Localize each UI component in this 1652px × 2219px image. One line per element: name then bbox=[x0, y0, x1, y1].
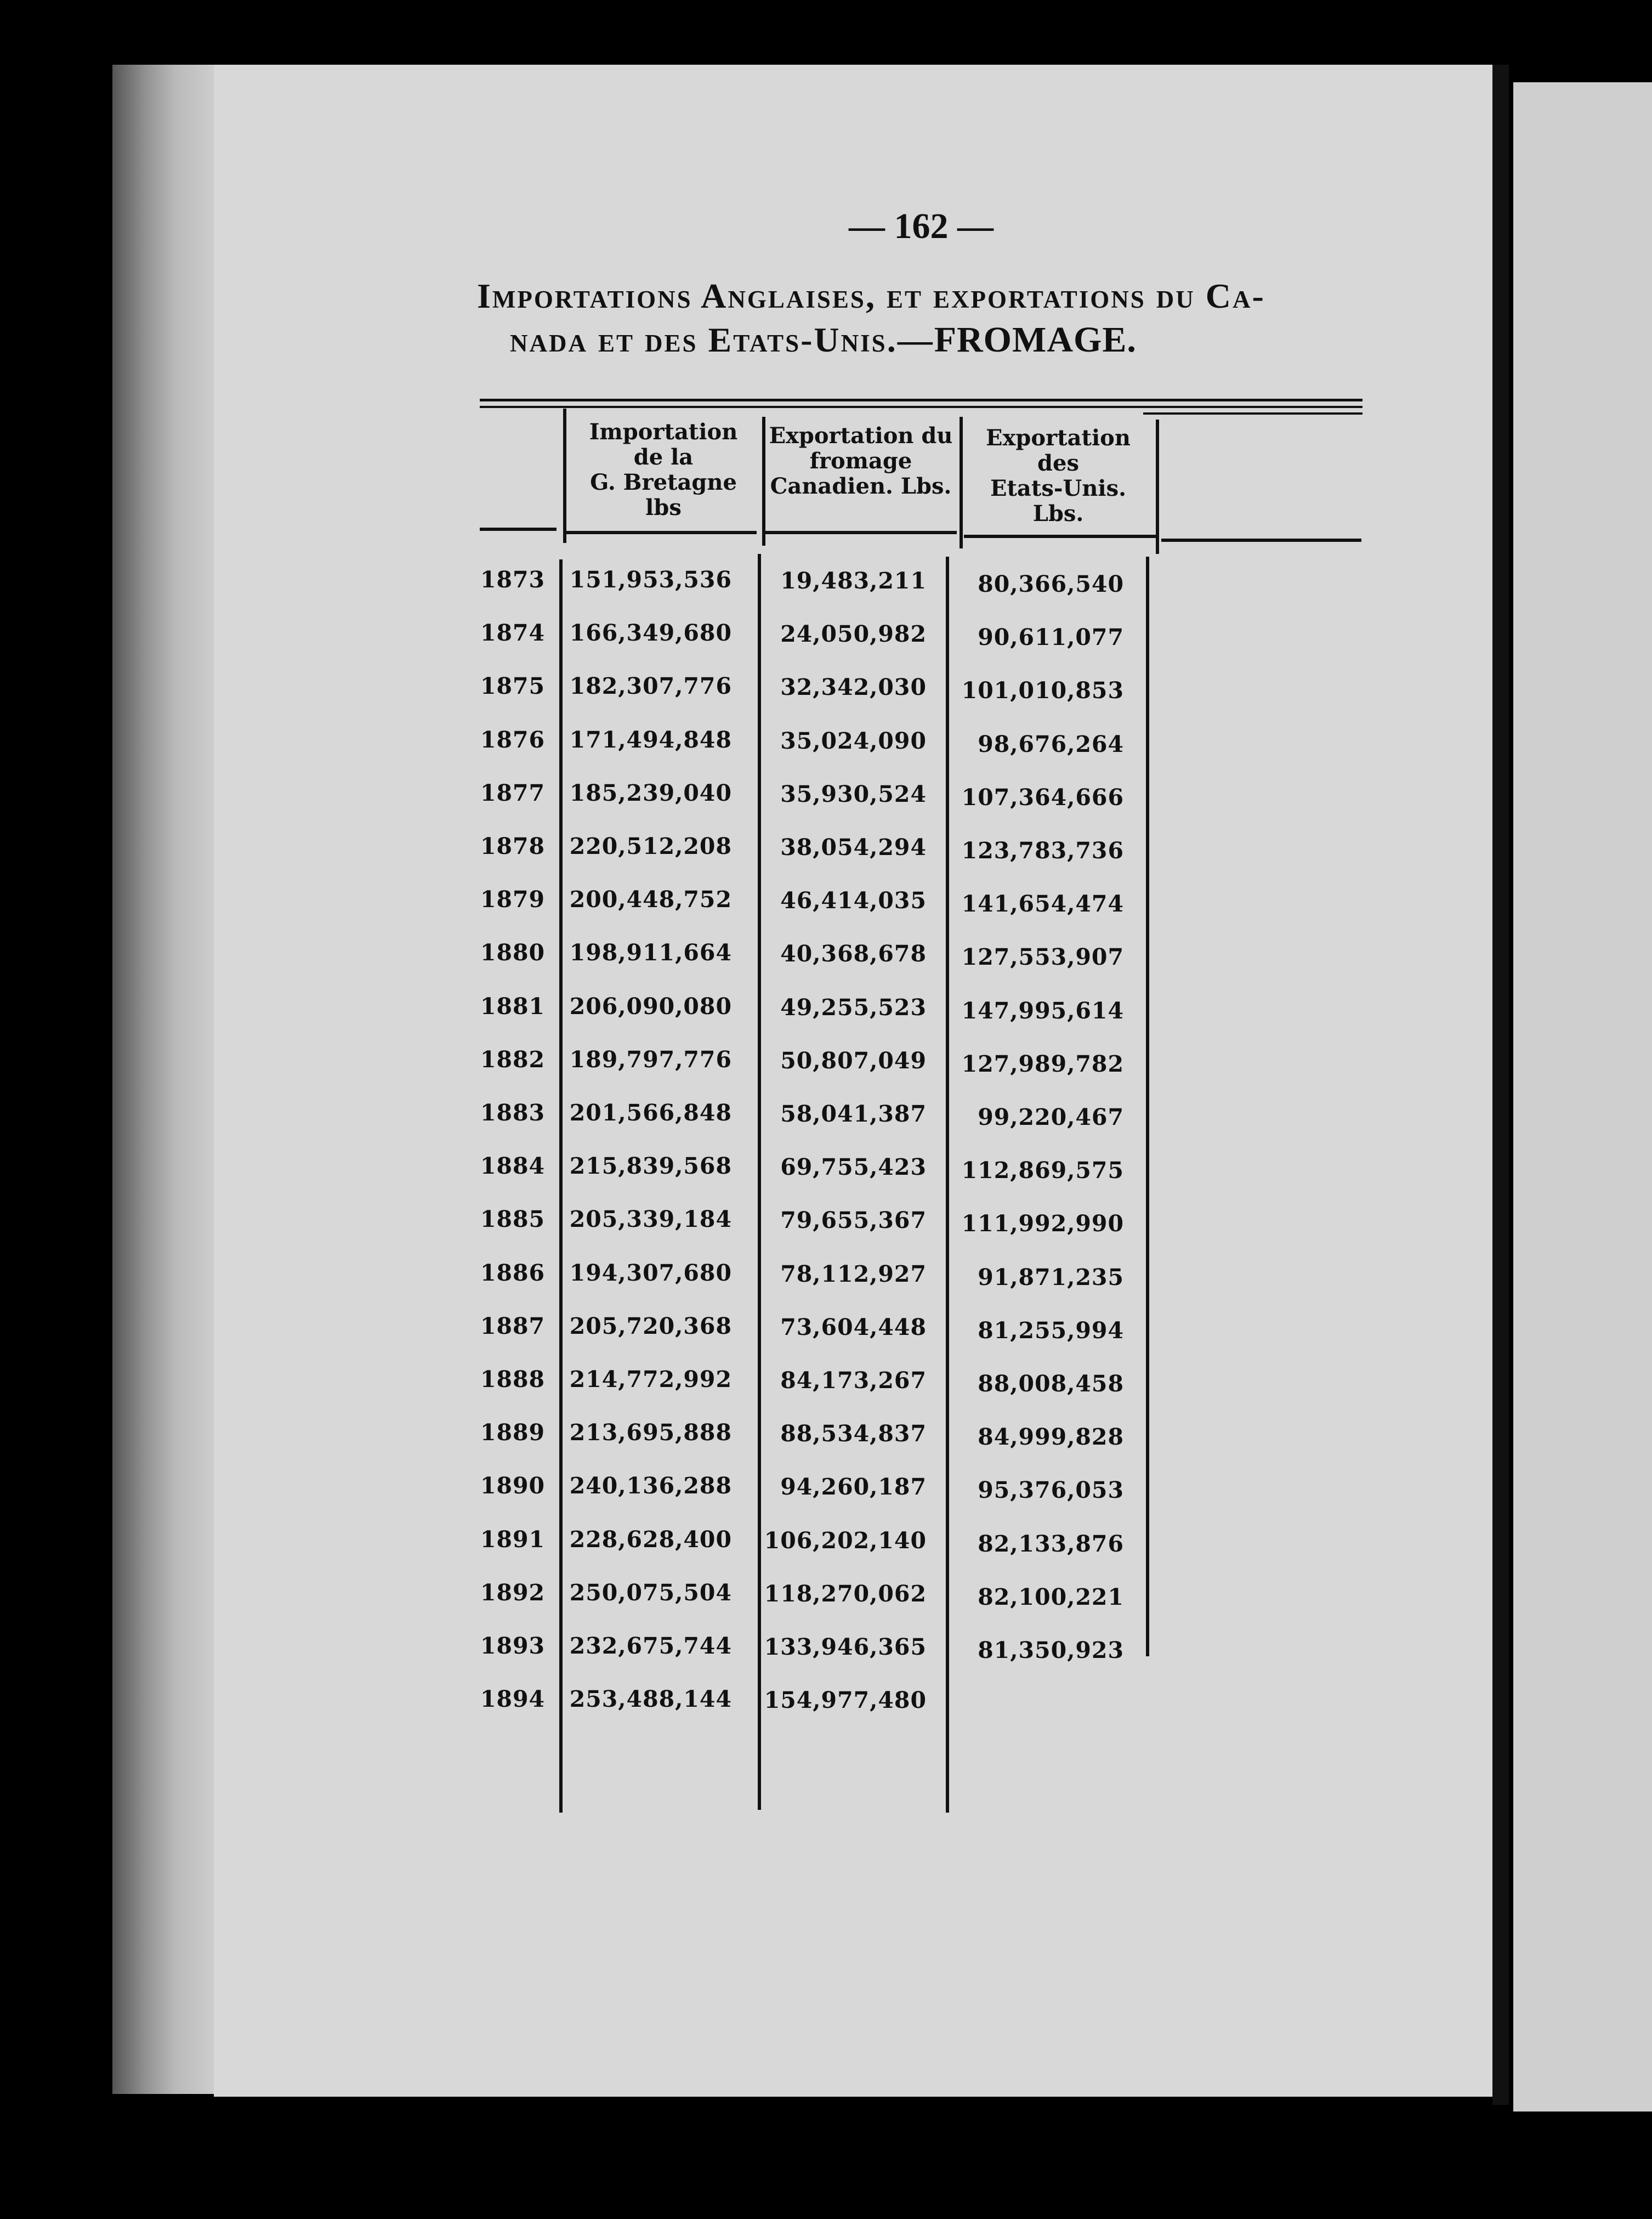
gb-import-cell: 214,772,992 bbox=[569, 1366, 732, 1392]
us-export-cell: 84,999,828 bbox=[978, 1424, 1124, 1451]
header-col3-line3: Etats-Unis. Lbs. bbox=[990, 475, 1127, 527]
year-cell: 1885 bbox=[480, 1206, 546, 1233]
gb-import-cell: 206,090,080 bbox=[569, 993, 732, 1020]
header-rule-col3 bbox=[964, 535, 1156, 538]
header-col3-line1: Exportation bbox=[986, 425, 1131, 451]
gb-import-cell: 200,448,752 bbox=[569, 886, 732, 913]
header-col3 bbox=[962, 426, 1154, 527]
top-rule-3 bbox=[1143, 412, 1363, 415]
header-col2-line3: Canadien. Lbs. bbox=[770, 473, 952, 499]
title-line-2 bbox=[477, 318, 1354, 362]
us-export-cell: 101,010,853 bbox=[961, 677, 1124, 704]
canada-export-cell: 49,255,523 bbox=[780, 994, 927, 1021]
year-cell: 1887 bbox=[480, 1312, 546, 1339]
us-export-cell: 111,992,990 bbox=[961, 1210, 1124, 1237]
vline-body-4 bbox=[1146, 557, 1149, 1656]
canada-export-cell: 84,173,267 bbox=[780, 1367, 927, 1394]
vline-header-1 bbox=[563, 409, 566, 543]
gb-import-cell: 232,675,744 bbox=[569, 1633, 732, 1659]
header-col3-line2: des bbox=[1037, 450, 1079, 476]
book-spine bbox=[112, 65, 217, 2094]
canada-export-cell: 19,483,211 bbox=[780, 568, 927, 594]
next-page-edge bbox=[1513, 82, 1652, 2112]
year-cell: 1878 bbox=[480, 833, 546, 859]
us-export-cell: 95,376,053 bbox=[978, 1477, 1124, 1504]
canada-export-cell: 50,807,049 bbox=[780, 1047, 927, 1074]
canada-export-cell: 40,368,678 bbox=[780, 941, 927, 967]
gb-import-cell: 171,494,848 bbox=[569, 726, 732, 753]
canada-export-cell: 79,655,367 bbox=[780, 1207, 927, 1234]
canada-export-cell: 118,270,062 bbox=[764, 1580, 927, 1607]
gb-import-cell: 194,307,680 bbox=[569, 1259, 732, 1286]
year-cell: 1877 bbox=[480, 779, 546, 806]
us-export-cell: 90,611,077 bbox=[978, 624, 1124, 651]
gb-import-cell: 205,339,184 bbox=[569, 1206, 732, 1233]
year-cell: 1873 bbox=[480, 567, 546, 593]
gb-import-cell: 240,136,288 bbox=[569, 1473, 732, 1499]
canada-export-cell: 24,050,982 bbox=[780, 621, 927, 648]
us-export-cell: 107,364,666 bbox=[961, 784, 1124, 811]
gb-import-cell: 198,911,664 bbox=[569, 939, 732, 966]
header-rule-col1 bbox=[565, 531, 757, 534]
year-cell: 1889 bbox=[480, 1419, 546, 1446]
year-cell: 1894 bbox=[480, 1686, 546, 1713]
title-line-1: Importations Anglaises, et exportations du Ca- bbox=[477, 276, 1265, 315]
header-col1-line1: Importation bbox=[589, 419, 738, 445]
gb-import-cell: 253,488,144 bbox=[569, 1686, 732, 1713]
gb-import-cell: 185,239,040 bbox=[569, 779, 732, 806]
canada-export-cell: 106,202,140 bbox=[764, 1527, 927, 1554]
us-export-cell: 81,255,994 bbox=[978, 1317, 1124, 1344]
year-cell: 1875 bbox=[480, 673, 546, 700]
page-gutter bbox=[1492, 65, 1509, 2105]
header-rule-right bbox=[1161, 539, 1361, 542]
header-rule-col2 bbox=[765, 531, 957, 534]
us-export-cell: 147,995,614 bbox=[961, 997, 1124, 1024]
page-number: — 162 — bbox=[849, 206, 994, 246]
year-cell: 1883 bbox=[480, 1100, 546, 1126]
year-cell: 1890 bbox=[480, 1473, 546, 1499]
year-cell: 1886 bbox=[480, 1259, 546, 1286]
us-export-cell: 141,654,474 bbox=[961, 891, 1124, 918]
gb-import-cell: 166,349,680 bbox=[569, 620, 732, 647]
top-rule-1 bbox=[480, 399, 1363, 401]
gb-import-cell: 205,720,368 bbox=[569, 1312, 732, 1339]
gb-import-cell: 250,075,504 bbox=[569, 1579, 732, 1606]
year-cell: 1891 bbox=[480, 1526, 546, 1553]
gb-import-cell: 228,628,400 bbox=[569, 1526, 732, 1553]
gb-import-cell: 215,839,568 bbox=[569, 1153, 732, 1180]
year-cell: 1881 bbox=[480, 993, 546, 1020]
canada-export-cell: 35,930,524 bbox=[780, 780, 927, 807]
title-line-2-prefix: nada et des Etats-Unis.— bbox=[510, 320, 934, 359]
us-export-cell: 127,553,907 bbox=[961, 944, 1124, 971]
header-col2 bbox=[765, 423, 957, 499]
us-export-cell: 127,989,782 bbox=[961, 1050, 1124, 1077]
us-export-cell: 98,676,264 bbox=[978, 731, 1124, 757]
header-col2-line1: Exportation du bbox=[769, 423, 953, 449]
gb-import-cell: 201,566,848 bbox=[569, 1100, 732, 1126]
page bbox=[214, 65, 1497, 2097]
us-export-cell: 88,008,458 bbox=[978, 1371, 1124, 1397]
year-cell: 1882 bbox=[480, 1046, 546, 1073]
table-title bbox=[477, 274, 1354, 362]
canada-export-cell: 46,414,035 bbox=[780, 887, 927, 914]
gb-import-cell: 220,512,208 bbox=[569, 833, 732, 859]
us-export-cell: 81,350,923 bbox=[978, 1637, 1124, 1663]
year-cell: 1879 bbox=[480, 886, 546, 913]
canada-export-cell: 69,755,423 bbox=[780, 1154, 927, 1181]
year-cell: 1893 bbox=[480, 1633, 546, 1659]
header-col1 bbox=[570, 420, 757, 520]
header-rule-year bbox=[480, 528, 557, 531]
header-col1-line3: G. Bretagne lbs bbox=[590, 469, 737, 520]
us-export-cell: 123,783,736 bbox=[961, 837, 1124, 864]
year-cell: 1892 bbox=[480, 1579, 546, 1606]
us-export-cell: 91,871,235 bbox=[978, 1264, 1124, 1290]
gb-import-cell: 189,797,776 bbox=[569, 1046, 732, 1073]
canada-export-cell: 154,977,480 bbox=[764, 1687, 927, 1714]
year-cell: 1874 bbox=[480, 620, 546, 647]
header-col1-line2: de la bbox=[633, 444, 694, 470]
year-cell: 1888 bbox=[480, 1366, 546, 1392]
canada-export-cell: 32,342,030 bbox=[780, 674, 927, 701]
canada-export-cell: 88,534,837 bbox=[780, 1420, 927, 1447]
us-export-cell: 112,869,575 bbox=[961, 1157, 1124, 1184]
header-col2-line2: fromage bbox=[809, 448, 912, 474]
year-cell: 1884 bbox=[480, 1153, 546, 1180]
canada-export-cell: 58,041,387 bbox=[780, 1101, 927, 1127]
canada-export-cell: 35,024,090 bbox=[780, 727, 927, 754]
canada-export-cell: 73,604,448 bbox=[780, 1314, 927, 1340]
canada-export-cell: 133,946,365 bbox=[764, 1634, 927, 1660]
us-export-cell: 80,366,540 bbox=[978, 571, 1124, 597]
gb-import-cell: 213,695,888 bbox=[569, 1419, 732, 1446]
canada-export-cell: 78,112,927 bbox=[780, 1260, 927, 1287]
year-cell: 1876 bbox=[480, 726, 546, 753]
canada-export-cell: 38,054,294 bbox=[780, 834, 927, 861]
year-cell: 1880 bbox=[480, 939, 546, 966]
title-fromage: FROMAGE. bbox=[934, 320, 1137, 360]
us-export-cell: 82,133,876 bbox=[978, 1530, 1124, 1557]
vline-header-4 bbox=[1156, 420, 1159, 554]
us-export-cell: 99,220,467 bbox=[978, 1104, 1124, 1130]
gb-import-cell: 182,307,776 bbox=[569, 673, 732, 700]
canada-export-cell: 94,260,187 bbox=[780, 1474, 927, 1501]
gb-import-cell: 151,953,536 bbox=[569, 567, 732, 593]
us-export-cell: 82,100,221 bbox=[978, 1583, 1124, 1610]
top-rule-2 bbox=[480, 406, 1363, 408]
